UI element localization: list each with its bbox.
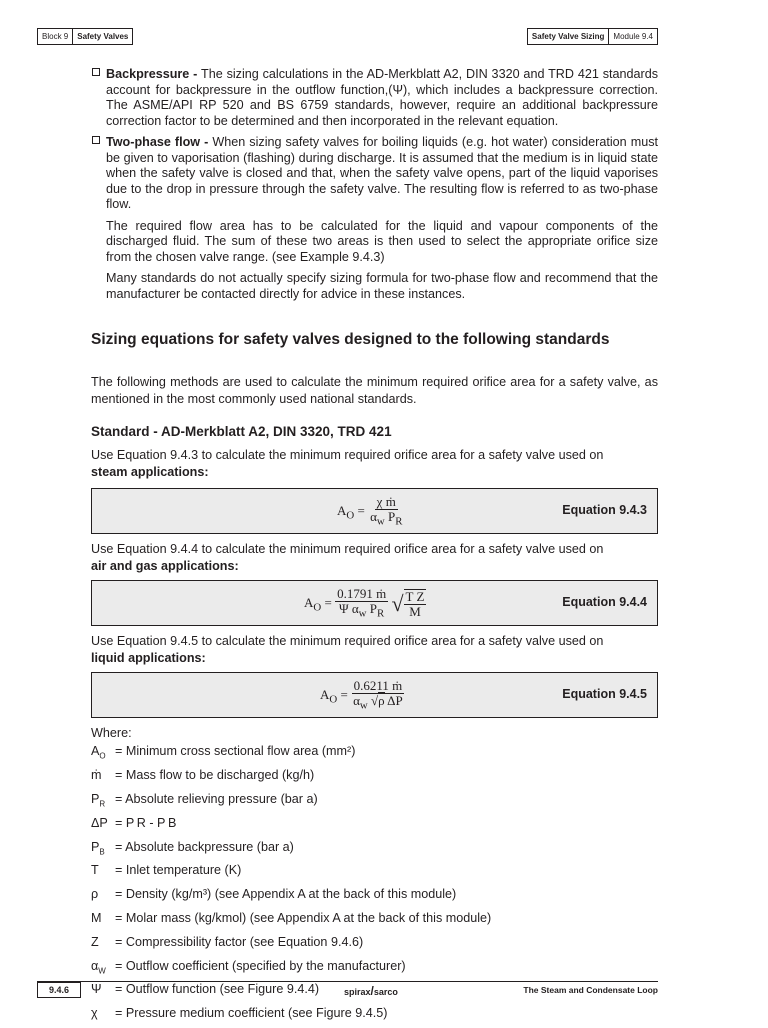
variable-row [91,861,491,885]
paragraph-standards: Many standards do not actually specify sizing formula for two-phase flow and recommend that the manufacturer be contacted directly for advice in these instances. [106,271,658,301]
variable-definitions [91,724,491,1028]
header-left [37,28,133,45]
variable-symbol: T [91,863,99,878]
equation-944-label: Equation 9.4.4 [562,595,647,609]
intro-paragraph: The following methods are used to calculate the minimum required orifice area for a safety valve, as mentioned in the most commonly used national standards. [91,375,658,406]
footer-rule [37,981,658,982]
variable-row [91,814,491,838]
variable-symbol: Ψ [91,982,102,997]
variable-symbol: ΔP [91,815,108,830]
variable-description: = Outflow coefficient (specified by the manufacturer) [115,958,406,973]
variable-row [91,933,491,957]
variable-row: $\alpha_W$ = Outflow coefficient (specified by the manufacturer) [91,957,491,981]
bullet-section [91,67,658,308]
variable-description: = Compressibility factor (see Equation 9.4.6) [115,934,364,949]
eq-intro-liquid: Use Equation 9.4.5 to calculate the minimum required orifice area for a safety valve used on liquid applications: [91,634,604,665]
variable-symbol: M [91,910,102,925]
variable-description: = P R - P B [115,815,177,830]
section-heading: Sizing equations for safety valves designed to the following standards [91,331,610,348]
header-section: Safety Valve Sizing [531,32,605,41]
bullet-text: When sizing safety valves for boiling liquids (e.g. hot water) consideration must be given to vaporisation (flashing) during discharge. It is assumed that the medium is in liquid state when the safety valve is closed and that, when the safety valve opens, part of the liquid vaporises due to the drop in pressure through the safety valve. The resulting flow is referred to as two-phase flow. [106,135,658,211]
spirax-sarco-logo: spirax/sarco [344,984,398,998]
header-right [527,28,658,45]
equation-box-945 [91,672,658,718]
variable-row [91,909,491,933]
variable-row [91,766,491,790]
variable-symbol: ρ [91,887,99,902]
header-module: Module 9.4 [608,29,657,44]
variable-symbol: α [91,958,99,973]
bullet-square-icon [92,68,100,76]
variable-description: = Minimum cross sectional flow area (mm²) [115,744,356,759]
page-number: 9.4.6 [37,982,81,998]
bullet-text: The sizing calculations in the AD-Merkblatt A2, DIN 3320 and TRD 421 standards account for backpressure in the outflow function,(Ψ), which includes a backpressure correction. The ASME/API RP 520 and BS 6759 standards, however, require an additional backpressure correction factor to be determined and then incorporated in the relevant equation. [106,67,658,128]
variable-description: = Mass flow to be discharged (kg/h) [115,768,315,783]
variable-row: $A_O$ = Minimum cross sectional flow area (mm²) [91,742,491,766]
equation-943-label: Equation 9.4.3 [562,503,647,517]
header-block-title: Safety Valves [72,29,132,44]
equation-945-formula: $A_O$ = $\frac{\text{0.6211 ṁ}}{\alpha_w √\rho \Delta P}$ [320,678,403,712]
variable-row [91,980,491,1004]
bullet-term: Backpressure - [106,67,198,81]
eq-intro-air: Use Equation 9.4.4 to calculate the minimum required orifice area for a safety valve used on air and gas applications: [91,542,604,573]
variable-description: = Inlet temperature (K) [115,863,242,878]
bullet-square-icon [92,136,100,144]
bullet-two-phase [106,135,658,213]
paragraph-flow-area: The required flow area has to be calculated for the liquid and vapour components of the discharged fluid. The sum of these two areas is then used to select the appropriate orifice size from the chosen valve range. (see Example 9.4.3) [106,218,658,264]
where-title: Where: [91,726,132,740]
variable-row: $P_R$ = Absolute relieving pressure (bar a) [91,790,491,814]
variable-description: = Absolute relieving pressure (bar a) [115,791,318,806]
variable-description: = Outflow function (see Figure 9.4.4) [115,982,320,997]
variable-symbol: A [91,744,100,759]
equation-box-944 [91,580,658,626]
variable-symbol: χ [91,1006,98,1021]
variable-row [91,1004,491,1028]
equation-box-943 [91,488,658,534]
variable-description: = Absolute backpressure (bar a) [115,839,294,854]
header-block: Block 9 [42,32,69,41]
equation-945-label: Equation 9.4.5 [562,687,647,701]
variable-description: = Density (kg/m³) (see Appendix A at the back of this module) [115,887,457,902]
variable-description: = Molar mass (kg/kmol) (see Appendix A at the back of this module) [115,910,492,925]
bullet-term: Two-phase flow - [106,135,209,149]
variable-symbol: P [91,839,100,854]
standard-subheading: Standard - AD-Merkblatt A2, DIN 3320, TRD 421 [91,424,392,439]
air-gas-applications: air and gas applications: [91,558,239,573]
variable-symbol: P [91,791,100,806]
equation-943-formula: $A_O$ = $\frac{\text{χ ṁ}}{\alpha_w P_R}$ [337,494,403,528]
liquid-applications: liquid applications: [91,650,206,665]
variable-row [91,885,491,909]
variable-symbol: Z [91,934,99,949]
bullet-backpressure [106,67,658,129]
variable-description: = Pressure medium coefficient (see Figure 9.4.5) [115,1006,388,1021]
steam-applications: steam applications: [91,464,209,479]
footer-title: The Steam and Condensate Loop [523,985,658,995]
eq-intro-steam: Use Equation 9.4.3 to calculate the minimum required orifice area for a safety valve used on steam applications: [91,448,604,479]
variable-row: $P_B$ = Absolute backpressure (bar a) [91,838,491,862]
variable-symbol: ṁ [91,768,102,783]
equation-944-formula: $A_O$ = $\frac{\text{0.1791 ṁ}}{\Psi \alpha_w P_R}$ √ $\frac{\text{T Z}}{M}$ [304,586,425,620]
